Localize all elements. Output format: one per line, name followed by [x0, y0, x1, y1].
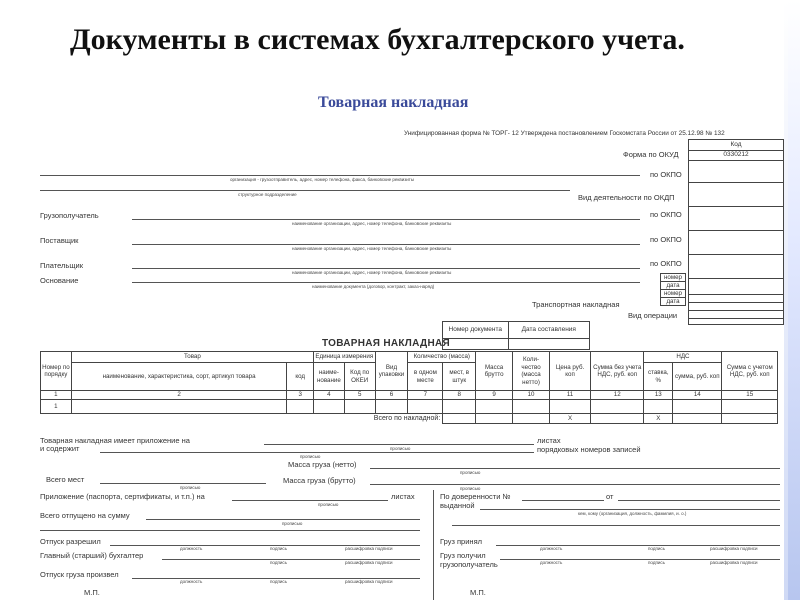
decode-caption: расшифровка подписи	[710, 546, 758, 551]
okpo-label-4: по ОКПО	[650, 259, 682, 268]
th-unit-okei: Код по ОКЕИ	[344, 363, 375, 391]
col-number: 4	[314, 391, 345, 400]
doc-date-value	[508, 339, 589, 350]
transport-label: Транспортная накладная	[532, 300, 620, 309]
from-line	[618, 500, 780, 501]
col-number: 12	[591, 391, 644, 400]
th-gross: Масса брутто	[476, 352, 513, 391]
code-line	[689, 318, 783, 319]
release-made-label: Отпуск груза произвел	[40, 570, 119, 579]
col-number: 11	[550, 391, 591, 400]
payer-label: Плательщик	[40, 261, 83, 270]
written-caption: прописью	[460, 470, 481, 475]
row-number: 1	[41, 400, 72, 414]
doc-number-table	[442, 321, 590, 350]
signature-caption: подпись	[648, 560, 666, 565]
total-x-mark: Х	[550, 414, 591, 424]
okpo-label-1: по ОКПО	[650, 170, 682, 179]
consignee-label: Грузополучатель	[40, 211, 99, 220]
written-caption: прописью	[300, 454, 321, 459]
signature-caption: подпись	[270, 546, 288, 551]
slide-subtitle: Товарная накладная	[318, 94, 469, 111]
code-line	[689, 278, 783, 279]
code-header: Код	[730, 141, 742, 148]
th-goods-name: наименование, характеристика, сорт, артикул товара	[71, 363, 287, 391]
written-caption: прописью	[318, 502, 339, 507]
col-number: 13	[644, 391, 673, 400]
sheets-label: листах	[537, 436, 561, 445]
attachment-line	[232, 500, 388, 501]
released-sum-label: Всего отпущено на сумму	[40, 511, 130, 520]
bottom-divider	[433, 490, 434, 600]
subdivision-caption: структурное подразделение	[238, 192, 297, 197]
decode-caption: расшифровка подписи	[710, 560, 758, 565]
total-label: Всего по накладной:	[373, 415, 441, 422]
appendix-sheets-line	[264, 444, 534, 445]
written-caption: прописью	[180, 485, 201, 490]
total-x-mark: Х	[644, 414, 673, 424]
th-unit-name: наиме-нование	[314, 363, 345, 391]
col-number: 6	[375, 391, 408, 400]
payer-line	[132, 268, 640, 269]
code-number-1: номер	[660, 273, 686, 282]
released-sum-line-2	[40, 530, 420, 531]
col-number: 2	[71, 391, 287, 400]
chief-accountant-label: Главный (старший) бухгалтер	[40, 551, 144, 560]
invoice-title: ТОВАРНАЯ НАКЛАДНАЯ	[322, 338, 450, 349]
th-sum-vat: Сумма с учетом НДС, руб. коп	[722, 352, 778, 391]
places-line	[100, 483, 266, 484]
code-line	[689, 254, 783, 255]
torg12-form	[0, 118, 800, 600]
code-line	[689, 160, 783, 161]
signature-caption: подпись	[270, 579, 288, 584]
code-line	[689, 206, 783, 207]
issued-line	[480, 509, 780, 510]
cargo-received-label: Груз получил грузополучатель	[440, 551, 498, 569]
okud-label: Форма по ОКУД	[623, 150, 679, 159]
appendix-line-label: Товарная накладная имеет приложение на	[40, 436, 190, 445]
code-line	[689, 294, 783, 295]
supplier-line	[132, 244, 640, 245]
subdivision-line	[40, 190, 570, 191]
stamp-right: М.П.	[470, 588, 486, 597]
position-caption: должность	[540, 546, 563, 551]
th-package: Вид упаковки	[375, 352, 408, 391]
position-caption: должность	[180, 579, 203, 584]
proxy-line	[522, 500, 604, 501]
doc-number-value	[443, 339, 509, 350]
issued-label: выданной	[440, 501, 475, 510]
th-vat-rate: ставка, %	[644, 363, 673, 391]
records-label: порядковых номеров записей	[537, 445, 641, 454]
payer-caption: наименование организации, адрес, номер телефона, банковские реквизиты	[292, 270, 452, 275]
doc-date-label: Дата составления	[508, 322, 589, 339]
decode-caption: расшифровка подписи	[345, 546, 393, 551]
slide-title: Документы в системах бухгалтерского учета.	[70, 23, 685, 56]
code-number-2: номер	[660, 289, 686, 298]
places-total-label: Всего мест	[46, 475, 85, 484]
th-unit: Единица измерения	[314, 352, 376, 363]
operation-label: Вид операции	[628, 311, 678, 320]
position-caption: должность	[540, 560, 563, 565]
issued-line-2	[452, 525, 780, 526]
form-header-note: Унифицированная форма № ТОРГ- 12 Утверждена постановлением Госкомстата России от 25.12.98 № 132	[404, 130, 725, 137]
released-sum-line	[146, 519, 420, 520]
th-goods-code: код	[287, 363, 314, 391]
th-price: Цена руб. коп	[550, 352, 591, 391]
org-line	[40, 175, 640, 176]
sheets-label-2: листах	[391, 492, 415, 501]
cargo-accepted-label: Груз принял	[440, 537, 483, 546]
decode-caption: расшифровка подписи	[345, 560, 393, 565]
code-date-1: дата	[660, 281, 686, 290]
code-line	[689, 302, 783, 303]
col-number: 7	[408, 391, 443, 400]
written-caption: прописью	[390, 446, 411, 451]
supplier-label: Поставщик	[40, 236, 79, 245]
issued-caption: кем, кому (организация, должность, фамилия, и. о.)	[578, 511, 687, 516]
from-label: от	[606, 492, 614, 501]
position-caption: должность	[180, 546, 203, 551]
written-caption: прописью	[282, 521, 303, 526]
th-sum-no-vat: Сумма без учета НДС, руб. коп	[591, 352, 644, 391]
code-box	[688, 139, 784, 325]
code-date-2: дата	[660, 297, 686, 306]
contains-label: и содержит	[40, 444, 80, 453]
code-line	[689, 230, 783, 231]
basis-caption: наименование документа (договор, контракт, заказ-наряд)	[312, 284, 435, 289]
col-number: 15	[722, 391, 778, 400]
signature-caption: подпись	[270, 560, 288, 565]
th-num: Номер по порядку	[41, 352, 72, 391]
column-number-row	[41, 391, 778, 400]
col-number: 1	[41, 391, 72, 400]
code-line	[689, 310, 783, 311]
net-mass-label: Масса груза (нетто)	[288, 460, 357, 469]
gross-mass-label: Масса груза (брутто)	[283, 476, 356, 485]
doc-number-label: Номер документа	[443, 322, 509, 339]
gross-mass-line	[370, 484, 780, 485]
col-number: 14	[673, 391, 722, 400]
proxy-label: По доверенности №	[440, 492, 511, 501]
th-qty-pieces: мест, в штук	[443, 363, 476, 391]
th-amount: Коли-чество (масса нетто)	[513, 352, 550, 391]
consignee-caption: наименование организации, адрес, номер телефона, банковские реквизиты	[292, 221, 452, 226]
basis-label: Основание	[40, 276, 79, 285]
attachment-label: Приложение (паспорта, сертификаты, и т.п.) на	[40, 492, 205, 501]
col-number: 9	[476, 391, 513, 400]
basis-line	[132, 282, 640, 283]
th-vat: НДС	[644, 352, 722, 363]
okud-code: 0330212	[689, 150, 783, 160]
col-number: 5	[344, 391, 375, 400]
written-caption: прописью	[460, 486, 481, 491]
th-goods: Товар	[71, 352, 313, 363]
okpo-label-3: по ОКПО	[650, 235, 682, 244]
supplier-caption: наименование организации, адрес, номер телефона, банковские реквизиты	[292, 246, 452, 251]
th-qty-place: в одном месте	[408, 363, 443, 391]
total-row	[41, 414, 778, 424]
th-vat-sum: сумма, руб. коп	[673, 363, 722, 391]
org-caption: организация - грузоотправитель, адрес, номер телефона, факса, банковские реквизиты	[230, 177, 415, 182]
contains-line	[100, 452, 534, 453]
consignee-line	[132, 219, 640, 220]
stamp-left: М.П.	[84, 588, 100, 597]
col-number: 8	[443, 391, 476, 400]
release-allowed-label: Отпуск разрешил	[40, 537, 101, 546]
okdp-label: Вид деятельности по ОКДП	[578, 193, 675, 202]
signature-caption: подпись	[648, 546, 666, 551]
col-number: 3	[287, 391, 314, 400]
th-qty: Количество (масса)	[408, 352, 476, 363]
decode-caption: расшифровка подписи	[345, 579, 393, 584]
col-number: 10	[513, 391, 550, 400]
table-row	[41, 400, 778, 414]
net-mass-line	[370, 468, 780, 469]
goods-table	[40, 351, 778, 424]
code-line	[689, 182, 783, 183]
okpo-label-2: по ОКПО	[650, 210, 682, 219]
